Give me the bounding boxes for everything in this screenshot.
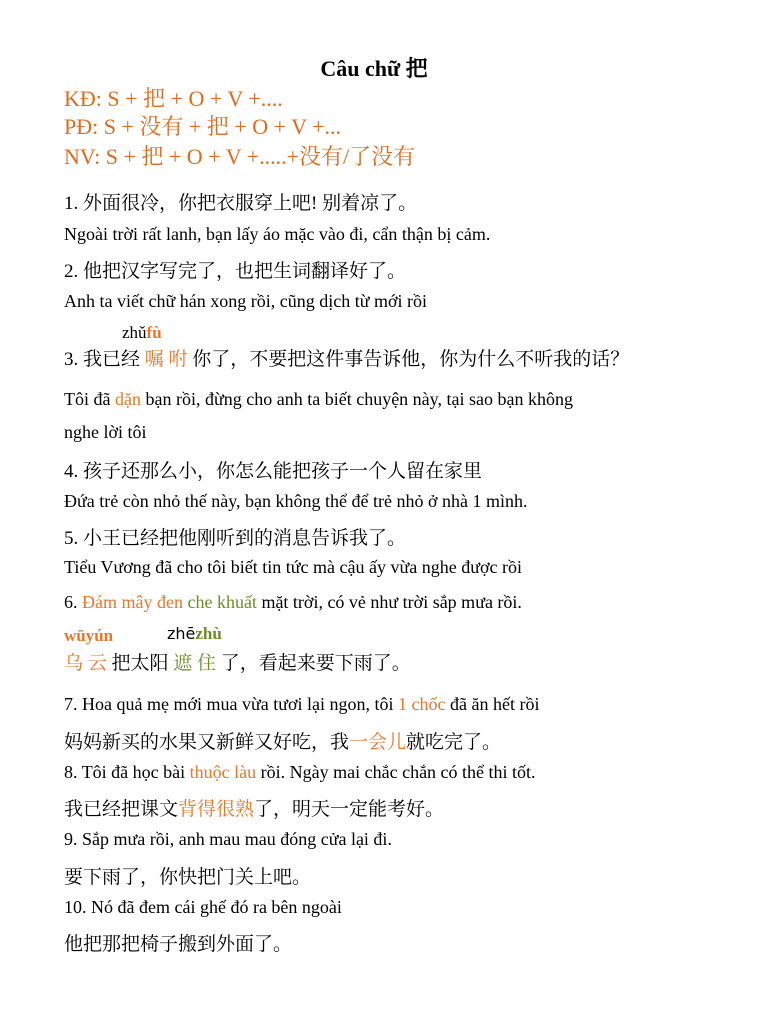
vietnamese-text: đã ăn hết rồi <box>445 694 540 714</box>
vietnamese-text: Tôi đã <box>64 389 115 409</box>
formula-negative: PĐ: S + 没有 + 把 + O + V +... <box>64 114 341 139</box>
vietnamese-highlight: 1 chốc <box>398 694 446 714</box>
item-7-vietnamese <box>64 694 539 715</box>
item-3-pinyin <box>122 323 162 343</box>
item-2-chinese <box>64 256 406 283</box>
vietnamese-highlight: Đám mây đen <box>82 592 183 612</box>
item-number: 8. <box>64 762 78 782</box>
item-8-vietnamese <box>64 762 536 783</box>
item-10-chinese: 他把那把椅子搬到外面了。 <box>64 934 293 955</box>
vietnamese-text: Tôi đã học bài <box>81 762 190 782</box>
chinese-highlight: 乌 云 <box>64 653 107 674</box>
item-number: 10. <box>64 897 87 917</box>
chinese-sentence: 他把汉字写完了，也把生词翻译好了。 <box>83 261 407 282</box>
item-3-vietnamese <box>64 389 573 410</box>
formula-question: NV: S + 把 + O + V +.....+没有/了没有 <box>64 144 416 169</box>
chinese-text: 我已经把课文 <box>64 799 179 820</box>
chinese-text: 妈妈新买的水果又新鲜又好吃，我 <box>64 732 350 753</box>
item-number: 9. <box>64 829 78 849</box>
vietnamese-text: rồi. Ngày mai chắc chắn có thể thi tốt. <box>256 762 536 782</box>
item-1-vietnamese: Ngoài trời rất lanh, bạn lấy áo mặc vào đi, cẩn thận bị cảm. <box>64 224 491 244</box>
pinyin-syllable: zhǔ <box>122 323 147 342</box>
item-9-chinese: 要下雨了，你快把门关上吧。 <box>64 867 312 888</box>
item-2-vietnamese: Anh ta viết chữ hán xong rồi, cũng dịch từ mới rồi <box>64 291 427 311</box>
formula-affirmative: KĐ: S + 把 + O + V +.... <box>64 86 283 111</box>
item-8-chinese <box>64 794 444 821</box>
chinese-sentence: 外面很冷，你把衣服穿上吧! 别着凉了。 <box>83 193 418 214</box>
chinese-highlight: 嘱 咐 <box>144 349 188 370</box>
chinese-text: 就吃完了。 <box>406 732 502 753</box>
item-5-chinese <box>64 523 406 550</box>
chinese-highlight: 遮 住 <box>173 653 217 674</box>
item-5-vietnamese: Tiểu Vương đã cho tôi biết tin tức mà cậu ấy vừa nghe được rồi <box>64 557 522 577</box>
vietnamese-text: mặt trời, có vẻ như trời sắp mưa rồi. <box>256 592 522 612</box>
chinese-text: 我已经 <box>83 349 141 370</box>
chinese-text: 了，看起来要下雨了。 <box>220 653 411 674</box>
chinese-sentence: 孩子还那么小，你怎么能把孩子一个人留在家里 <box>83 461 483 482</box>
chinese-sentence: 小王已经把他刚听到的消息告诉我了。 <box>83 528 407 549</box>
item-9-vietnamese <box>64 829 392 850</box>
vietnamese-text: Nó đã đem cái ghế đó ra bên ngoài <box>91 897 342 917</box>
pinyin-syllable-highlight: zhù <box>195 624 222 643</box>
chinese-highlight: 背得很熟 <box>178 799 255 820</box>
vietnamese-highlight: thuộc làu <box>189 762 257 782</box>
item-3-vietnamese-cont: nghe lời tôi <box>64 422 147 442</box>
vietnamese-highlight: dặn <box>115 389 141 409</box>
item-6-chinese <box>64 648 411 675</box>
item-number: 6. <box>64 592 78 612</box>
chinese-highlight: 一会儿 <box>349 732 407 753</box>
item-number: 3. <box>64 349 79 370</box>
chinese-text: 你了，不要把这件事告诉他，你为什么不听我的话？ <box>192 349 630 370</box>
item-number: 5. <box>64 528 79 549</box>
page-title: Câu chữ 把 <box>320 56 428 81</box>
item-3-chinese <box>64 344 629 371</box>
pinyin-syllable: zhē <box>167 624 196 643</box>
item-number: 1. <box>64 193 79 214</box>
item-7-chinese <box>64 727 501 754</box>
item-4-vietnamese: Đứa trẻ còn nhỏ thế này, bạn không thể để trẻ nhỏ ở nhà 1 mình. <box>64 491 528 511</box>
item-number: 4. <box>64 461 79 482</box>
vietnamese-text: Sắp mưa rồi, anh mau mau đóng cửa lại đi. <box>82 829 392 849</box>
item-6-pinyin-b <box>167 624 222 644</box>
vietnamese-text: Hoa quả mẹ mới mua vừa tươi lại ngon, tôi <box>82 694 398 714</box>
item-6-pinyin-a: wūyún <box>64 626 114 645</box>
chinese-text: 了，明天一定能考好。 <box>254 799 445 820</box>
vietnamese-text: bạn rồi, đừng cho anh ta biết chuyện này, tại sao bạn không <box>141 389 573 409</box>
item-6-vietnamese <box>64 592 522 613</box>
item-number: 7. <box>64 694 78 714</box>
vietnamese-highlight: che khuất <box>187 592 257 612</box>
item-10-vietnamese <box>64 897 342 918</box>
item-number: 2. <box>64 261 79 282</box>
item-4-chinese <box>64 456 482 483</box>
item-1-chinese <box>64 188 417 215</box>
pinyin-syllable-highlight: fù <box>146 323 162 342</box>
chinese-text: 把太阳 <box>111 653 169 674</box>
